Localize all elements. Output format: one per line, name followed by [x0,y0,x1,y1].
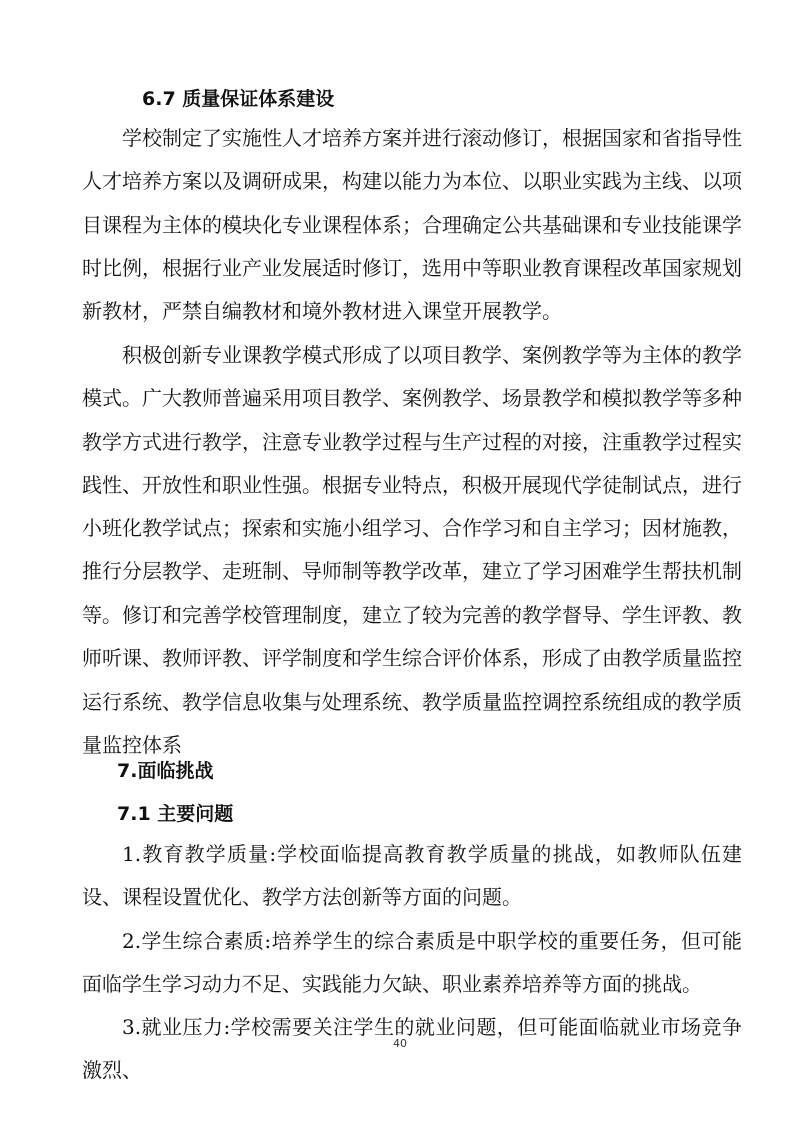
paragraph-teaching-quality: 1.教育教学质量:学校面临提高教育教学质量的挑战，如教师队伍建设、课程设置优化、教学方法创新等方面的问题。 [82,842,742,910]
section-heading-challenges: 7.面临挑战 [117,760,214,782]
paragraph-training-program: 学校制定了实施性人才培养方案并进行滚动修订，根据国家和省指导性人才培养方案以及调研成果，构建以能力为本位、以职业实践为主线、以项目课程为主体的模块化专业课程体系；合理确定公共基础课和专业技能课学时比例，根据行业产业发展适时修订，选用中等职业教育课程改革国家规划新教材，严禁自编教材和境外教材进入课堂开展教学。 [82,126,742,324]
paragraph-management-system: 修订和完善学校管理制度，建立了较为完善的教学督导、学生评教、教师听课、教师评教、评学制度和学生综合评价体系，形成了由教学质量监控运行系统、教学信息收集与处理系统、教学质量监控调控系统组成的教学质量监控体系 [82,603,742,757]
paragraph-employment-pressure: 3.就业压力:学校需要关注学生的就业问题，但可能面临就业市场竞争激烈、 [82,1015,742,1083]
page-number: 40 [393,1037,407,1050]
paragraph-teaching-mode: 积极创新专业课教学模式形成了以项目教学、案例教学等为主体的教学模式。广大教师普遍采用项目教学、案例教学、场景教学和模拟教学等多种教学方式进行教学，注意专业教学过程与生产过程的对接，注重教学过程实践性、开放性和职业性强。根据专业特点，积极开展现代学徒制试点，进行小班化教学试点；探索和实施小组学习、合作学习和自主学习；因材施教，推行分层教学、走班制、导师制等教学改革，建立了学习困难学生帮扶机制等。 [82,343,742,627]
paragraph-student-quality: 2.学生综合素质:培养学生的综合素质是中职学校的重要任务，但可能面临学生学习动力不足、实践能力欠缺、职业素养培养等方面的挑战。 [82,929,742,997]
section-heading-main-problems: 7.1 主要问题 [117,803,234,825]
section-heading-quality-assurance: 6.7 质量保证体系建设 [142,88,335,110]
